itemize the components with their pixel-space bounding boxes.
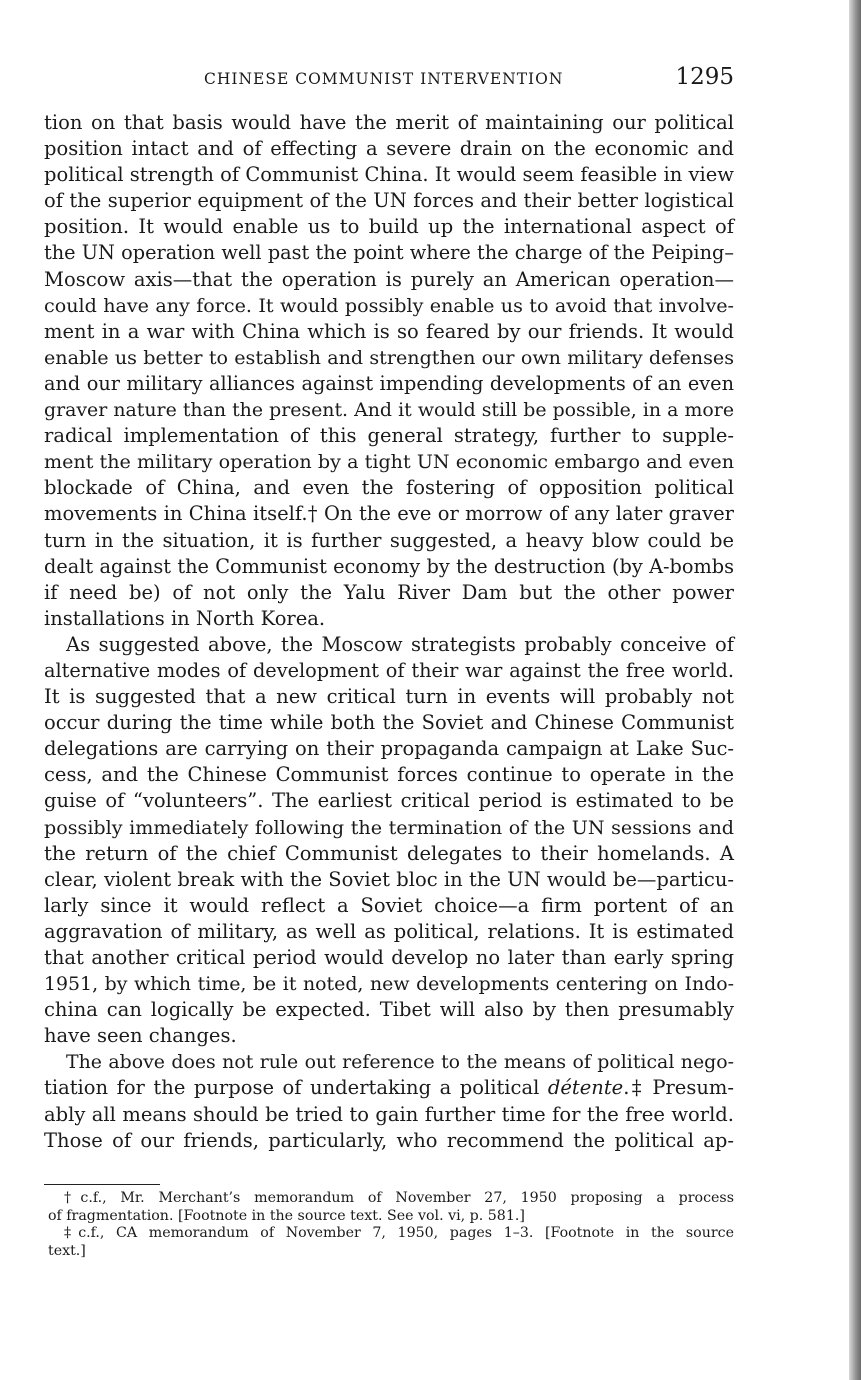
running-head: CHINESE COMMUNIST INTERVENTION	[204, 70, 564, 88]
text-line: The above does not rule out reference to the means of political nego-	[66, 1051, 734, 1074]
page-header	[44, 64, 734, 96]
footnote-divider	[44, 1184, 160, 1185]
text-line: tiation for the purpose of undertaking a political détente.‡ Presum-	[44, 1076, 734, 1100]
text-line: ably all means should be tried to gain further time for the free world.	[44, 1102, 734, 1126]
text-line: position intact and of effecting a severe drain on the economic and	[44, 137, 734, 161]
text-line: of the superior equipment of the UN forces and their better logistical	[44, 189, 734, 213]
text-line: radical implementation of this general strategy, further to supple-	[44, 424, 734, 448]
text-line: occur during the time while both the Soviet and Chinese Communist	[44, 711, 734, 735]
footnote	[48, 1190, 734, 1225]
text-line: china can logically be expected. Tibet will also by then presumably	[44, 998, 734, 1022]
footnote-line: †c.f., Mr. Merchant’s memorandum of November 27, 1950 proposing a process	[64, 1190, 734, 1206]
text-line: enable us better to establish and strengthen our own military defenses	[44, 345, 734, 369]
page-edge-shadow	[849, 0, 861, 1380]
text-line: movements in China itself.† On the eve or morrow of any later graver	[44, 502, 734, 526]
text-line: could have any force. It would possibly enable us to avoid that involve-	[44, 293, 734, 317]
text-line: ment the military operation by a tight UN economic embargo and even	[44, 450, 734, 474]
text-line: guise of “volunteers”. The earliest critical period is estimated to be	[44, 789, 734, 813]
paragraph	[44, 1049, 734, 1153]
paragraph	[44, 632, 734, 1050]
text-line: the return of the chief Communist delegates to their homelands. A	[44, 841, 734, 865]
text-line: alternative modes of development of their war against the free world.	[44, 658, 734, 682]
text-line: clear, violent break with the Soviet bloc in the UN would be—particu-	[44, 867, 734, 891]
text-line: blockade of China, and even the fostering of opposition political	[44, 476, 734, 500]
footnotes	[48, 1190, 734, 1260]
text-line: political strength of Communist China. It would seem feasible in view	[44, 163, 734, 187]
text-line: the UN operation well past the point where the charge of the Peiping–	[44, 241, 734, 265]
text-line: larly since it would reflect a Soviet choice—a firm portent of an	[44, 893, 734, 917]
text-line: Those of our friends, particularly, who recommend the political ap-	[44, 1128, 734, 1152]
text-line: As suggested above, the Moscow strategists probably conceive of	[66, 632, 734, 656]
body-text	[44, 110, 734, 1154]
paragraph	[44, 110, 734, 632]
text-line: aggravation of military, as well as political, relations. It is estimated	[44, 919, 734, 943]
text-line: and our military alliances against impending developments of an even	[44, 371, 734, 395]
text-line: installations in North Korea.	[44, 606, 326, 630]
text-line: if need be) of not only the Yalu River Dam but the other power	[44, 580, 734, 604]
text-line: position. It would enable us to build up the international aspect of	[44, 215, 734, 239]
text-line: turn in the situation, it is further suggested, a heavy blow could be	[44, 528, 734, 552]
page-number: 1295	[675, 64, 734, 90]
text-line: Moscow axis—that the operation is purely an American operation—	[44, 267, 734, 291]
text-line: graver nature than the present. And it would still be possible, in a more	[44, 399, 734, 422]
footnote-line: ‡c.f., CA memorandum of November 7, 1950, pages 1–3. [Footnote in the source	[64, 1225, 734, 1241]
footnote-line: text.]	[48, 1242, 86, 1259]
text-line: ment in a war with China which is so feared by our friends. It would	[44, 319, 734, 343]
footnote-line: of fragmentation. [Footnote in the source text. See vol. vi, p. 581.]	[48, 1207, 525, 1224]
text-line: 1951, by which time, be it noted, new developments centering on Indo-	[44, 973, 734, 996]
text-line: possibly immediately following the termination of the UN sessions and	[44, 815, 734, 839]
footnote	[48, 1225, 734, 1260]
text-line: cess, and the Chinese Communist forces continue to operate in the	[44, 763, 734, 787]
text-line: delegations are carrying on their propaganda campaign at Lake Suc-	[44, 737, 734, 761]
text-line: have seen changes.	[44, 1024, 237, 1048]
text-line: It is suggested that a new critical turn in events will probably not	[44, 685, 734, 709]
text-line: dealt against the Communist economy by the destruction (by A-bombs	[44, 554, 734, 578]
text-line: tion on that basis would have the merit of maintaining our political	[44, 111, 734, 134]
text-line: that another critical period would develop no later than early spring	[44, 946, 734, 969]
